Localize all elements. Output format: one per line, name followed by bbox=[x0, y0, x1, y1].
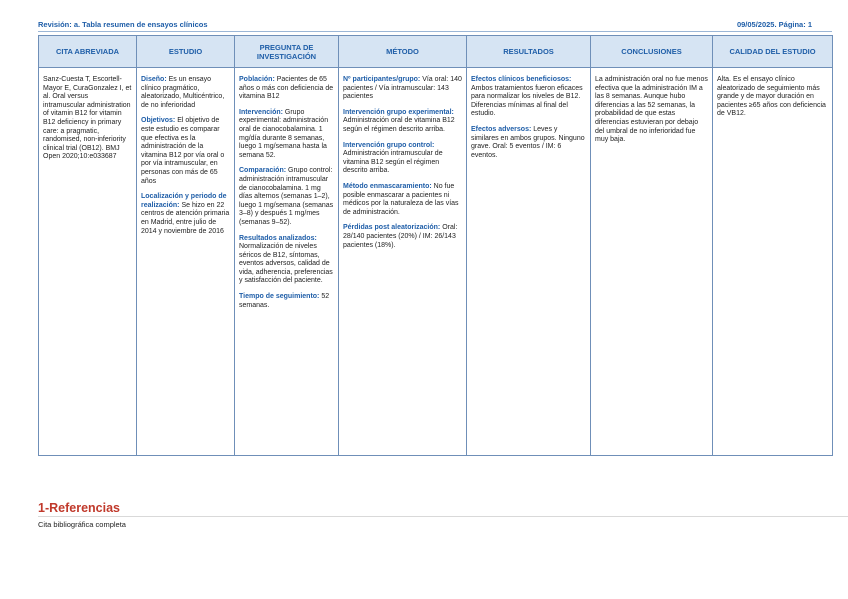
citation-text: Sanz-Cuesta T, Escortell-Mayor E, CuraGonzalez I, et al. Oral versus intramuscular administration of vitamin B12 for vitamin B12 deficiency in primary care: a pragmatic, randomised, non-inferiority clinical trial (OB12). BMJ Open 2020;10:e033687 bbox=[43, 76, 132, 161]
tiempo-seguimiento-label: Tiempo de seguimiento: bbox=[239, 293, 320, 301]
column-header-estudio: ESTUDIO bbox=[137, 36, 235, 68]
intervencion-label: Intervención: bbox=[239, 108, 283, 116]
column-header-resultados: RESULTADOS bbox=[467, 36, 591, 68]
calidad-text: Alta. Es el ensayo clínico aleatorizado de seguimiento más grande y de mayor duración en pacientes ≥65 años con deficiencia de VB12. bbox=[717, 76, 826, 118]
header-divider bbox=[38, 31, 832, 32]
referencias-divider bbox=[38, 516, 848, 517]
poblacion-text: Pacientes de 65 años o más con deficiencia de vitamina B12 bbox=[239, 76, 334, 101]
resultados-analizados-text: Normalización de niveles séricos de B12, síntomas, eventos adversos, calidad de vida, adherencia, preferencias y satisfacción del paciente. bbox=[239, 243, 333, 285]
conclusiones-text: La administración oral no fue menos efectiva que la administración IM a las 8 semanas. Aunque hubo diferencias a las 52 semanas, la probabilidad de que estas diferencias estuvieran por debajo del umbral de no inferioridad fue muy baja. bbox=[595, 76, 708, 144]
comparacion-text: Grupo control: administración intramuscular de cianocobalamina. 1 mg días alternos (semanas 1–2), luego 1 mg/semana (semanas 3–8) y después 1 mg/mes (semanas 9–52). bbox=[239, 167, 334, 226]
efectos-adversos-text: Leves y similares en ambos grupos. Ninguno grave. Oral: 5 eventos / IM: 6 eventos. bbox=[471, 125, 585, 159]
comparacion-label: Comparación: bbox=[239, 167, 287, 175]
referencias-text: Cita bibliográfica completa bbox=[38, 520, 126, 529]
diseno-label: Diseño: bbox=[141, 76, 167, 83]
efectos-beneficiosos-text: Ambos tratamientos fueron eficaces para normalizar los niveles de B12. Diferencias mínimas al final del estudio. bbox=[471, 84, 583, 118]
cell-calidad bbox=[713, 68, 833, 456]
perdidas-text: Oral: 28/140 pacientes (20%) / IM: 26/143 pacientes (18%). bbox=[343, 224, 458, 249]
date-page-info: 09/05/2025. Página: 1 bbox=[736, 20, 812, 29]
cell-resultados bbox=[467, 68, 591, 456]
enmascaramiento-text: No fue posible enmascarar a pacientes ni médicos por la naturaleza de las vías de administración. bbox=[343, 182, 459, 216]
perdidas-label: Pérdidas post aleatorización: bbox=[343, 224, 441, 232]
localizacion-label: Localización y periodo de realización: bbox=[141, 193, 227, 209]
intervencion-text: Grupo experimental: administración oral de cianocobalamina. 1 mg/día durante 8 semanas, luego 1 mg/semana hasta la semana 52. bbox=[239, 108, 329, 159]
column-header-cita: CITA ABREVIADA bbox=[39, 36, 137, 68]
participantes-text: Vía oral: 140 pacientes / Vía intramuscular: 143 pacientes bbox=[343, 76, 462, 101]
cell-cita bbox=[39, 68, 137, 456]
referencias-heading: 1-Referencias bbox=[38, 501, 120, 515]
resultados-analizados-label: Resultados analizados: bbox=[239, 234, 317, 242]
localizacion-text: Se hizo en 22 centros de atención primaria en Madrid, entre julio de 2014 y noviembre de 2016 bbox=[141, 201, 230, 235]
poblacion-label: Población: bbox=[239, 76, 275, 83]
grupo-control-label: Intervención grupo control: bbox=[343, 141, 435, 149]
cell-metodo bbox=[339, 68, 467, 456]
efectos-adversos-label: Efectos adversos: bbox=[471, 125, 532, 133]
table-row bbox=[39, 68, 833, 456]
clinical-trial-summary-table bbox=[38, 35, 833, 456]
grupo-control-text: Administración intramuscular de vitamina B12 según el régimen descrito arriba. bbox=[343, 150, 443, 175]
cell-conclusiones bbox=[591, 68, 713, 456]
tiempo-seguimiento-text: 52 semanas. bbox=[239, 293, 330, 309]
participantes-label: Nº participantes/grupo: bbox=[343, 76, 421, 83]
efectos-beneficiosos-label: Efectos clínicos beneficiosos: bbox=[471, 76, 572, 83]
diseno-text: Es un ensayo clínico pragmático, aleatorizado, Multicéntrico, de no inferioridad bbox=[141, 76, 225, 109]
grupo-experimental-label: Intervención grupo experimental: bbox=[343, 108, 454, 116]
column-header-pregunta: PREGUNTA DE INVESTIGACIÓN bbox=[235, 36, 339, 68]
cell-pregunta bbox=[235, 68, 339, 456]
document-revision-title: Revisión: a. Tabla resumen de ensayos clínicos bbox=[38, 20, 208, 29]
cell-estudio bbox=[137, 68, 235, 456]
grupo-experimental-text: Administración oral de vitamina B12 según el régimen descrito arriba. bbox=[343, 117, 455, 133]
column-header-metodo: MÉTODO bbox=[339, 36, 467, 68]
column-header-conclusiones: CONCLUSIONES bbox=[591, 36, 713, 68]
column-header-calidad: CALIDAD DEL ESTUDIO bbox=[713, 36, 833, 68]
enmascaramiento-label: Método enmascaramiento: bbox=[343, 182, 432, 190]
table-header-row bbox=[39, 36, 833, 68]
objetivos-text: El objetivo de este estudio es comparar que efectiva es la administración de la vitamina B12 por vía oral o por vía intramuscular, en personas con más de 65 años bbox=[141, 117, 225, 185]
objetivos-label: Objetivos: bbox=[141, 117, 176, 125]
